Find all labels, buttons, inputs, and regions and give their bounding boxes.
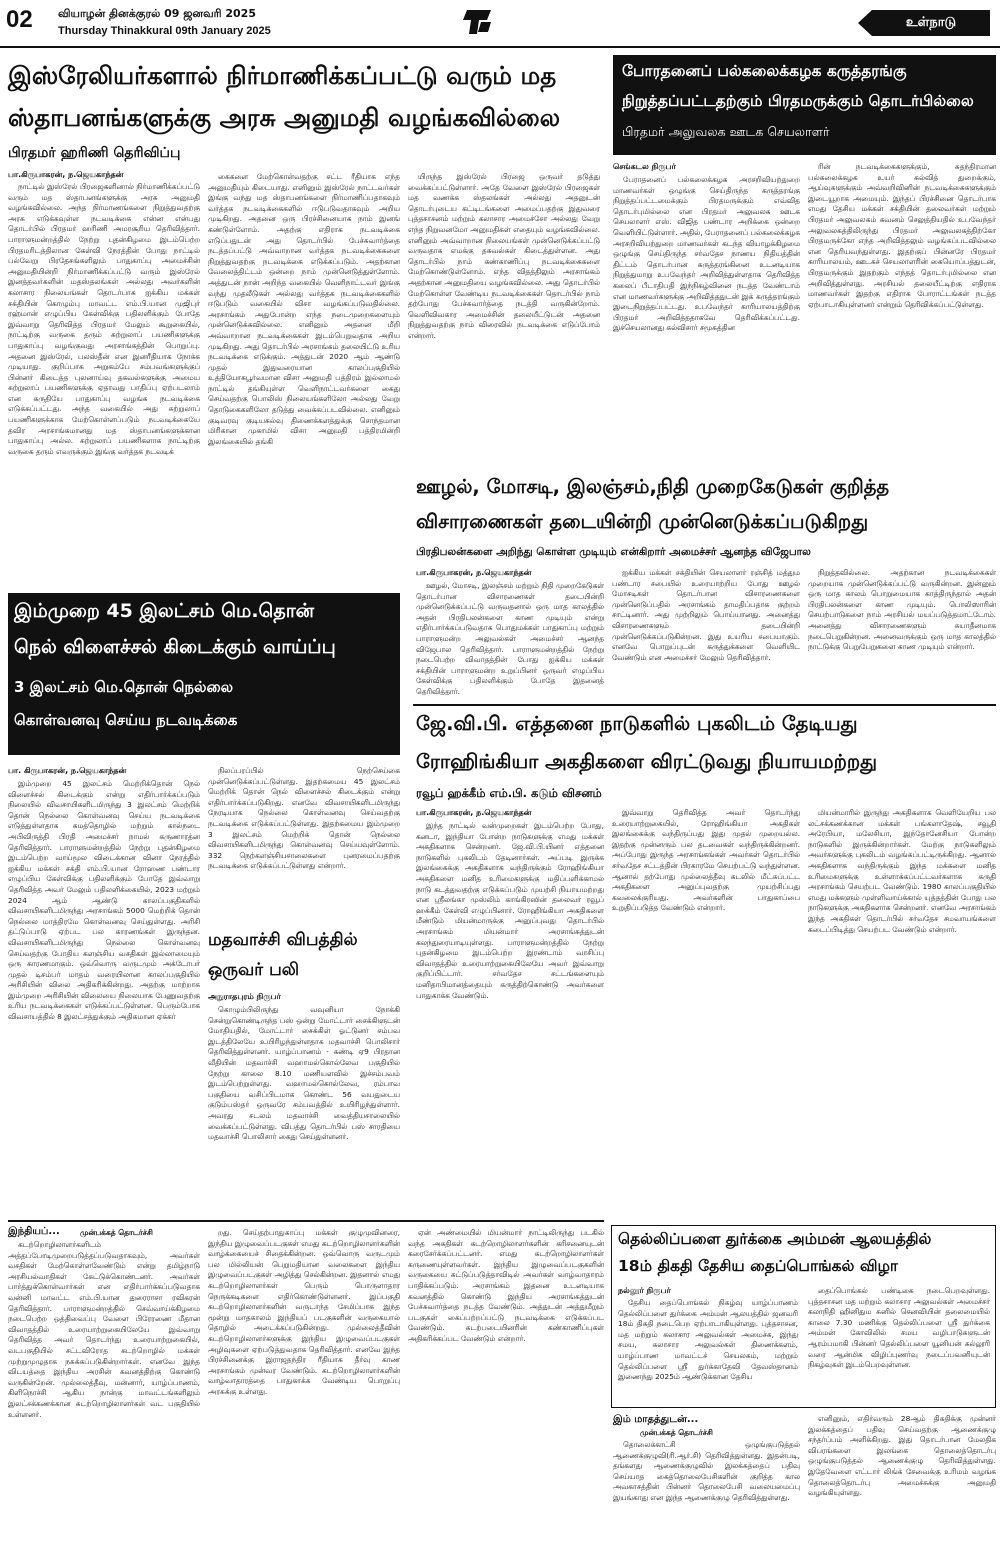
story6-body-3: மியன்மாரில் இருந்து அகதிகளாக வெளியேறிய பல லட்சக்கணக்கான மக்கள் பங்களாதேஷ், சவூதி அரேபியா, மலேசியா, இந்தோனேசியா போன்ற நாடுகளில் இருக்கின்றார்கள். மேற்கு நாடுகளிலும் அவர்களுக்கு புகலிடம் வழங்கப்பட்டிருக்கிறது. ஆனால் அகதிகளாக வந்திருக்கும் இந்த மக்களை மனித உரிமைகளுக்கு உள்ளாக்கப்பட்டவர்களாக கருதி அரசாங்கம் செயற்பட வேண்டும். 1980 காலப்பகுதியில் எமது மக்களும் முள்ளிவாய்க்கால் யுத்தத்தின் போது பல நாடுகளுக்கு அகதிகளாக சென்றனர். எனவே அரசாங்கம் இந்த அகதிகள் தொடர்பில் சர்வதேச சமவாயங்களை கடைப்பிடித்து செயற்பட வேண்டும் என்றார். bbox=[808, 808, 996, 934]
story6-body-2: இவ்வாறு தெரிவித்த அவர் தொடர்ந்து உரையாற்றுகையில், ரோஹிங்கியா அகதிகள் இலங்கைக்கு வந்திருப்பது இது முதல் முறையல்ல. இதற்கு முன்னரும் பல தடவைகள் வந்திருக்கின்றனர். அப்போது இருந்த அரசாங்கங்கள் அவர்கள் தொடர்பில் சர்வதேச சட்டத்தின் பிரகாரமே செயற்பட்டு வந்துள்ளன. ஆனால் தற்போது முல்லைத்தீவு கடலில் மீட்கப்பட்ட அகதிகளை அனுப்புவதற்கு முயற்சிப்பது கவலைக்குரியது. அவர்களின் பாதுகாப்பை உறுதிப்படுத்த வேண்டும் என்றார். bbox=[612, 808, 800, 913]
story1-headline-line2: ஸ்தாபனங்களுக்கு அரசு அனுமதி வழங்கவில்லை bbox=[8, 103, 561, 132]
story7-column-1 bbox=[618, 1298, 798, 1402]
story4-column-1 bbox=[8, 779, 200, 1213]
story1-body-3: யிருந்த இஸ்ரேல் பிரஜை ஒருவர் தடுத்து வைக்கப்பட்டுள்ளார். அதே வேளை இஸ்ரேல் பிரஜைகள் மத வணக்க ஸ்தலங்கள் அல்லது அதனுடன் தொடர்புடைய கட்டிடங்களை அமைப்பதற்கு இதுவரை புத்தசாசனம் மற்றும் கலாசார அமைச்சோ அல்லது வேறு எந்த நிறுவனமோ அனுமதிகள் எதையும் வழங்கவில்லை. எனினும் அவ்வாறான நிலையங்கள் முன்னெடுக்கப்பட்டு வருவதாக எமக்கு தகவல்கள் கிடைத்துள்ளன. அது தொடர்பில் நாம் கண்காணிப்பு நடவடிக்கைகளை மேற்கொண்டுள்ளோம். எந்த விதத்திலும் அரசாங்கம் அதற்கான அனுமதியை வழங்கவில்லை. அது தொடர்பில் மேற்கொள்ள வேண்டிய நடவடிக்கைகள் தொடர்பில் நாம் தற்போது பேச்சுவார்த்தை நடத்தி வருகின்றோம். வெளிவிவகார அமைச்சின் தலையீட்டுடன் அதனை நிறுத்துவதற்கு நாம் விரைவில் நடவடிக்கை எடுப்போம் என்றார். bbox=[408, 172, 600, 340]
story5-body-1: கொழும்பிலிருந்து வவுனியா நோக்கி சென்றுகொண்டிருந்த பஸ் ஒன்று மோட்டார் சைக்கிளுடன் மோதியதில், மோட்டார் சைக்கிள் ஓட்டுனர் சம்பவ இடத்திலேயே உயிரிழந்துள்ளதாக மதவாச்சி பொலிசார் தெரிவித்துள்ளனர். யாழ்ப்பாணம் - கண்டி ஏ9 பிரதான வீதியின் மதவாச்சி வஹாமல்கொல்லேவ பகுதியில் நேற்று காலை 8.10 மணியளவில் இச்சம்பவம் இடம்பெற்றுள்ளது. வஹாமல்கொல்லேவ, ரம்பாவ பகுதியை வசிப்பிடமாக கொண்ட 56 வயதுடைய குடும்பஸ்தர் ஒருவரே சம்பவத்தில் உயிரிழந்துள்ளார். அவரது சடலம் மதவாச்சி வைத்தியசாலையில் வைக்கப்பட்டுள்ளது. விபத்து தொடர்பில் பஸ் சாரதியை மதவாச்சி பொலிசார் கைது செய்துள்ளனர். bbox=[208, 1005, 400, 1142]
story5-column-1 bbox=[208, 1005, 400, 1213]
story2-column-2 bbox=[808, 162, 996, 457]
story4-headline-line1: இம்முறை 45 இலட்சம் மெ.தொன் bbox=[14, 600, 315, 622]
story1-column-3 bbox=[408, 172, 600, 466]
story4-body-2: நிலப்பரப்பில் நெற்செய்கை முன்னெடுக்கப்பட்டுள்ளது. இதற்கமைய 45 இலட்சம் மெற்றிக் தொன் நெல் விளைச்சல் கிடைக்கும் என்று எதிர்பார்க்கப்படுகிறது. எனவே விவசாயிகளிடமிருந்து நேரடியாக நெல்லை கொள்வனவு செய்வதற்கு நடவடிக்கை எடுக்கப்பட்டுள்ளது. இதற்கமைய இம்முறை 3 இலட்சம் மெற்றிக் தொன் நெல்லை விவசாயிகளிடமிருந்து கொள்வனவு செய்யவுள்ளோம். 332 நெற்களஞ்சியசாலைகளை புனரமைப்பதற்கு நடவடிக்கை எடுக்கப்பட்டுள்ளது என்றார். bbox=[208, 766, 400, 871]
story3-column-1 bbox=[416, 581, 604, 695]
story8-body-3: ஏன் அண்மையில் மியன்மார் நாட்டிலிருந்து படகில் வந்த அகதிகள் கடற்றொழிலாளர்களின் கரிசனையுடன் கரைசேர்க்கப்பட்டனர். எமது கடற்றொழிலாளர்கள் கருணையுள்ளவர்கள். இந்திய இழுவைப்படகுகளின் வருகையை கட்டுப்படுத்தாவிடில் அவர்கள் வாழ்வாதாரம் பாதிக்கப்படும். அரசாங்கம் இதனை உடனடியாக கவனத்தில் கொண்டு இந்திய அரசாங்கத்துடன் பேச்சுவார்த்தை நடத்த வேண்டும். அத்துடன் அத்துமீறும் படகுகள் கைப்பற்றப்பட்டு நடவடிக்கை எடுக்கப்பட வேண்டும். கடற்படையினரின் கண்காணிப்புகள் அதிகரிக்கப்பட வேண்டும் என்றார். bbox=[408, 1228, 604, 1343]
story6-subhead: ரவூப் ஹக்கீம் எம்.பி. கடும் விசனம் bbox=[416, 786, 602, 800]
story3-subhead: பிரதிபலன்களை அறிந்து கொள்ள முடியும் என்கிறார் அமைச்சர் ஆனந்த விஜேபால bbox=[416, 546, 811, 558]
story1-headline-line1: இஸ்ரேலியர்களால் நிர்மாணிக்கப்பட்டு வரும் மத bbox=[8, 61, 557, 90]
story7-headline-line1: தெல்லிப்பளை துர்க்கை அம்மன் ஆலயத்தில் bbox=[618, 1230, 932, 1248]
story4-body-1: இம்முறை 45 இலட்சம் மெற்றிக்தொன் நெல் விளைச்சல் கிடைக்கும் என்று எதிர்பார்க்கப்படும் நிலையில் விவசாயிகளிடமிருந்து 3 இலட்சம் மெற்றிக் தொன் நெல்லை கொள்வனவு செய்ய நடவடிக்கை எடுத்துள்ளதாக கமத்தொழில் மற்றும் கால்நடை அபிவிருத்தி பிரதி அமைச்சர் நாமல் கருணாரத்ன தெரிவித்தார். பாராளுமன்றத்தில் நேற்று புதன்கிழமை இடம்பெற்ற வாய்மூல விடைக்கான வினா நேரத்தில் ஐக்கிய மக்கள் சக்தி எம்.பி.யான ரோஹண பண்டார எழுப்பிய கேள்விக்கு பதிலளிக்கும் போதே இவ்வாறு தெரிவித்த அவர் மேலும் பதிலளிக்கையில், 2023 மற்றும் 2024 ஆம் ஆண்டு காலப்பகுதிகளில் விவசாயிகளிடமிருந்து அரசாங்கம் 5000 மெற்றிக் தொன் நெல்லை மாத்திரமே கொள்வனவு செய்துள்ளது. அரிசி தட்டுப்பாடு ஏற்பட பல காரணங்கள் இருந்தன. விவசாயிகளிடமிருந்து நெல்லை கொள்வனவு செய்வதற்கு போதிய களஞ்சிய வசதிகள் இல்லாமையும் ஒரு காரணமாகும். ஒவ்வொரு வருடமும் அக்டோபர் முதல் டிசம்பர் மாதம் வரையிலான காலப்பகுதியில் அரிசியின் விலை அதிகரிக்கின்றது. அதற்கு மாற்றாக இம்முறை அரிசியின் விலையை நிலையாக பேணுவதற்கு உரிய நடவடிக்கைகள் எடுக்கப்பட்டுள்ளன. பெரும்போக விவசாயத்தில் 8 இலட்சத்துக்கும் அதிகமான ஏக்கர் bbox=[8, 779, 200, 1022]
story6-column-1 bbox=[416, 821, 604, 1216]
story1-column-1 bbox=[8, 182, 200, 586]
story5-byline: அநுராதபுரம் நிருபர் bbox=[208, 992, 281, 1001]
story9-column-1 bbox=[613, 1440, 800, 1536]
story3-body-3: நிறுத்தவில்லை. அதற்கான நடவடிக்கைகள் முறையாக முன்னெடுக்கப்பட்டு வருகின்றன. இன்னும் ஒரு மாத காலம் பொறுமையாக காத்திருந்தால் அதன் பிரதிபலன்களை காண முடியும். பொலிஸாரின் செயற்பாடுகளை நாம் அரசியல் மயப்படுத்தமாட்டோம். அனைத்து விசாரணைகளும் சுயாதீனமாக நடைபெறுகின்றன. அனைவருக்கும் ஒரு மாத காலத்தில் நாட்டுக்கு பெறுபேறுகளை காண முடியும் என்றார். bbox=[808, 568, 996, 652]
story3-headline-line1: ஊழல், மோசடி, இலஞ்சம்,நிதி முறைகேடுகள் குறித்த bbox=[416, 475, 890, 498]
story5-headline-line2: ஒருவர் பலி bbox=[208, 960, 300, 980]
story4-column-2 bbox=[208, 766, 400, 916]
masthead-date-english: Thursday Thinakkural 09th January 2025 bbox=[58, 25, 271, 37]
story8-column-3 bbox=[408, 1228, 604, 1536]
story8-body-1: கடற்றொழிலாளர்களிடம் அத்தப்போடிமுறைபடுத்தப்படுவதாகவும், அவர்கள் வசதிகள் மேற்கொள்ளவேண்டும் என்று தமிழ்நாடு அரசியல்வாதிகள் கேட்டுக்கொண்டனர். அவர்கள் பார்த்துக்கொள்வார்கள் என எதிர்பார்க்கப்படுவதாக வன்னி மாவட்ட எம்.பி.யான துரைராசா ரவிகரன் தெரிவித்தார். பாராளுமன்றத்தில் செவ்வாய்க்கிழமை நடைபெற்ற ஒத்திவைப்பு வேளை பிரேரணை மீதான விவாதத்தில் உரையாற்றுகையிலேயே இவ்வாறு தெரிவித்த அவர் தொடர்ந்து உரையாற்றுகையில், வடபகுதியில் சட்டவிரோத கடற்றொழில் மக்கள் முற்றுமுழுதாக நசுக்கப்படுகின்றார்கள். எனவே இந்த விடயத்தை இந்திய அரசின் கவனத்திற்கு கொண்டு வருகின்றேன். முல்லைத்தீவு, மன்னார், யாழ்ப்பாணம், கிளிநொச்சி ஆகிய நான்கு மாவட்டங்களிலும் இலட்சக்கணக்கான கடற்றொழிலாளர்கள் வட பகுதியில் உள்ளனர். bbox=[8, 1240, 200, 1419]
masthead-date-tamil: வியாழன் தினக்குரல் 09 ஜனவரி 2025 bbox=[58, 7, 256, 20]
story5-headline-line1: மதவாச்சி விபத்தில் bbox=[208, 930, 358, 950]
section-tag: உள்நாடு bbox=[872, 10, 990, 36]
story1-byline: பா.கிருபாகரன், ந.ஜெயகாந்தன் bbox=[8, 170, 124, 179]
story7-body-2: தைப்பொங்கல் பண்டிகை நடைபெறவுள்ளது. புத்தசாசன மத மற்றும் கலாசார அலுவல்கள் அமைச்சர் கலாநிதி ஹினிதும சுனில் செனவியின் தலைமையில் காலை 7.30 மணிக்கு தெல்லிப்பளை ஸ்ரீ துர்க்கை அம்மன் கோவிலில் சமய வழிபாடுகளுடன் ஆரம்பமாகி பின்னர் தெல்லிப்பளை யூனியன் கல்லூரி வரை ஆன்மிக விழிப்புணர்வு நடைப்பவனியுடன் நிகழ்வுகள் இடம்பெறவுள்ளன. bbox=[808, 1286, 990, 1370]
thinakkural-logo-icon bbox=[461, 6, 497, 38]
story9-continuation-title: இம் மாதத்துடன்... bbox=[613, 1414, 699, 1425]
story3-byline: பா.கிருபாகரன், ந.ஜெயகாந்தன் bbox=[416, 568, 532, 577]
story6-column-2 bbox=[612, 808, 800, 1216]
story2-subhead: பிரதமர் அலுவலக ஊடக செயலாளர் bbox=[622, 124, 830, 139]
story8-body-2: றது. செய்தற்பாதுகாப்பு மக்கள் குழுமுவினரை, இந்திய இழுவைப்படகுகள் எமது கடற்றொழிலாளர்களின் வாழ்க்கையைச் சிதைக்கின்றன. ஒவ்வொரு வருடமும் பல மில்லியன் பெறுமதியான வலைகளை இந்திய இழுவைப்படகுகள் அழித்து செல்கின்றன. இதனால் எமது கடற்றொழிலாளர்கள் பெரும் பொருளாதார நெருக்கடிகளை எதிர்கொண்டுள்ளனர். இப்பகுதி கடற்றொழிலாளர்களின் வருடாந்த சேமிப்பாக இந்த மூன்று மாதகாலம் இந்தியப் படகுகளின் வருகையால் தொழில் அடைக்கப்படுகின்றது. முல்லைத்தீவின் கடற்றொழிலாளர்களுக்கு இந்திய இழுவைப்படகுகள் அழிவுகளை ஏற்படுத்துவதாக தெரிவித்தார். எனவே இந்த பிரச்சினைக்கு இராஜதந்திர ரீதியாக தீர்வு காண அரசாங்கம் முன்வர வேண்டும். கடற்றொழிலாளர்களின் வாழ்வாதாரத்தை பாதுகாக்க வேண்டிய பொறுப்பு அரசுக்கு உள்ளது. bbox=[208, 1228, 400, 1396]
story1-subhead: பிரதமர் ஹரிணி தெரிவிப்பு bbox=[8, 145, 181, 161]
story1-column-2 bbox=[208, 172, 400, 466]
story7-byline: நல்லூர் நிருபர் bbox=[618, 1286, 671, 1295]
story2-column-1 bbox=[613, 175, 800, 457]
story9-body-1: தொலைக்காட்சி ஒழுங்குபடுத்தல் ஆணைக்குழுவி(ரி.ஆர்.சி) தெரிவித்துள்ளது. இதன்படி, தங்களது ஆணைக்குழுவில் இலக்கத்தைப் பதிவு செய்யாத கைத்தொலைபேசிகளின் குறித்த கால அவகாசத்தின் பின்னர் தொலைபேசி வலையமைப்பு இயங்காது என இந்த ஆணைக்குழு தெரிவித்துள்ளது. bbox=[613, 1440, 800, 1502]
story9-body-2: எனினும், எதிர்வரும் 28ஆம் திகதிக்கு முன்னர் இலக்கத்தைப் பதிவு செய்வதற்கு ஆணைக்குழு சந்தர்ப்பம் அளிக்கிறது. இது தொடர்பான மேலதிக விபரங்களை இலங்கை தொலைத்தொடர்பு ஒழுங்குபடுத்தல் ஆணைக்குழு தெரிவித்துள்ளது. இதேவேளை எட்டார் லிங்க் சேவைக்கு உரிமம் வழங்க தொலைத்தொடர்பு அமைச்சுக்கு அனுமதி வழங்கியுள்ளது. bbox=[808, 1414, 996, 1498]
story8-column-1 bbox=[8, 1240, 200, 1536]
story3-body-1: ஊழல், மோசடி, இலஞ்சம் மற்றும் நிதி முறைகேடுகள் தொடர்பான விசாரணைகள் தடையின்றி முன்னெடுக்கப்பட்டு வருவதனால் ஒரு மாத காலத்தில் அதன் பிரதிபலன்களை காண முடியும் என்று எதிர்பார்க்கப்படுவதாக பொதுமக்கள் பாதுகாப்பு மற்றும் பாராளுமன்ற அலுவல்கள் அமைச்சர் ஆனந்த விஜேபால தெரிவித்தார். பாராளுமன்றத்தில் நேற்று நடைபெற்ற விவாதத்தின் போது ஐக்கிய மக்கள் சக்தியின் பாராளுமன்ற உறுப்பினர் ஒருவர் எழுப்பிய கேள்விக்கு பதிலளிக்கும் போதே இதனைத் தெரிவித்தார். bbox=[416, 581, 604, 695]
story8-continuation-note: முன்பக்கத் தொடர்ச்சி bbox=[80, 1228, 153, 1237]
story7-body-1: தேசிய தைப்பொங்கல் நிகழ்வு யாழ்ப்பாணம் தெல்லிப்பளை துர்க்கை அம்மன் ஆலயத்தில் ஜனவரி 18ம் திகதி நடைபெற ஏற்பாடாகியுள்ளது. புத்தசாசன, மத மற்றும் கலாசார அலுவல்கள் அமைச்சு, இந்து சமய, கலாசார அலுவல்கள் திணைக்களம், யாழ்ப்பாண மாவட்டச் செயலகம், மற்றும் தெல்லிப்பளை ஸ்ரீ துர்க்காதேவி தேவஸ்தானம் இணைந்து 2025ம் ஆண்டுக்கான தேசிய bbox=[618, 1298, 798, 1382]
story6-column-3 bbox=[808, 808, 996, 1216]
story7-headline-line2: 18ம் திகதி தேசிய தைப்பொங்கல் விழா bbox=[618, 1257, 899, 1275]
story6-body-1: இந்த நாட்டில் வன்முறைகள் இடம்பெற்ற போது, கனடா, இந்தியா போன்ற நாடுகளுக்கு எமது மக்கள் அகதிகளாக சென்றனர். ஜே.வி.பி.யினர் எத்தனை நாடுகளில் புகலிடம் தேடினார்கள். அப்படி இருக்க இலங்கைக்கு அகதிகளாக வந்திருக்கும் ரோஹிங்கியா அகதிகளை மனித உரிமைகளுக்கு மதிப்பளிக்காமல் நாடு கடத்துவதற்கு எடுக்கப்படும் முயற்சி நியாயமற்றது என ஸ்ரீலங்கா முஸ்லிம் காங்கிரஸின் தலைவர் ரவூப் ஹக்கீம் கேள்வி எழுப்பினார். ரோஹிங்கியா அகதிகளை மீண்டும் மியன்மாருக்கு அனுப்புவது தொடர்பில் அரசாங்கம் மியன்மார் அரசாங்கத்துடன் கலந்துரையாடியுள்ளது. பாராளுமன்றத்தில் நேற்று புதன்கிழமை இடம்பெற்ற இரண்டாம் வாசிப்பு விவாதத்தில் உரையாற்றுகையிலேயே அவர் இவ்வாறு குறிப்பிட்டார். சர்வதேச சட்டங்களையும் மனிதாபிமானத்தையும் கருத்திற்கொண்டு அவர்களை பாதுகாக்க வேண்டும். bbox=[416, 821, 604, 1000]
story9-continuation-note: முன்பக்கத் தொடர்ச்சி bbox=[640, 1428, 713, 1437]
story2-byline: செங்கடல நிருபர் bbox=[613, 162, 676, 171]
story8-column-2 bbox=[208, 1228, 400, 1536]
story1-body-1: நாட்டில் இஸ்ரேல் பிரஜைகளினால் நிர்மாணிக்கப்பட்டு வரும் மத ஸ்தாபனங்களுக்கு அரசு அனுமதி வழங்கவில்லை. அந்த நிர்மாணங்களை நிறுத்துவதற்கு அரசு எடுக்கவுள்ள நடவடிக்கை என்ன என்பது தொடர்பில் பிரதமர் ஹரிணி அமரசூரிய தெரிவித்தார். பாராளுமன்றத்தில் நேற்று புதன்கிழமை இடம்பெற்ற பிரதமரிடத்திலான கேள்வி நேரத்தின் போது நாட்டில் பல்வேறு பிரதேசங்களிலும் பாதுகாப்பு அமைச்சின் அனுமதியின்றி நிர்மாணிக்கப்பட்டு வரும் இஸ்ரேல் இனத்தவர்களின் மதஸ்தலங்கள் அல்லது அவர்களின் கலாசார நிலையங்கள் தொடர்பாக ஐக்கிய மக்கள் சக்தியின் கொழும்பு மாவட்ட எம்.பி.யான முஜிபுர் ரஹ்மான் எழுப்பிய கேள்விக்கு பதிலளிக்கும் போதே இவ்வாறு தெரிவித்த பிரதமர் மேலும் கூறுகையில், நாட்டிற்கு வருகை தரும் சுற்றுலாப் பயணிகளுக்கு பாதுகாப்பு வழங்குவது அரசாங்கத்தின் பொறுப்பு. அதனை இஸ்ரேல், பலஸ்தீன் என இனரீதியாக நோக்க முடியாது. குறிப்பாக அறுகம்பே சம்பவங்களுக்குப் பின்னர் கிடைத்த புலனாய்வு தகவல்களுக்கு அமைய சுற்றுலாப் பயணிகளுக்கு ஏதாவது பாதிப்பு ஏற்படலாம் என கருதியே பாதுகாப்பு வழங்க நடவடிக்கை எடுக்கப்பட்டது. அந்த வகையில் அது சுற்றுலாப் பயணிகளுக்காக மேற்கொள்ளப்படும் நடவடிக்கையே தவிர அரசாங்கமானது மத ஸ்தாபனங்களுக்கான பாதுகாப்பு அல்ல. சுற்றுலாப் பயணிகளாக நாட்டிற்கு வருகை தரும் எவருக்கும் இங்கு வர்த்தக நடவடிக் bbox=[8, 182, 200, 456]
story1-body-2: கைகளை மேற்கொள்வதற்கு சட்ட ரீதியாக எந்த அனுமதியும் கிடையாது. எனினும் இஸ்ரேல் நாட்டவர்கள் இங்கு வந்து மத ஸ்தாபனங்களை நிர்மாணிப்பதாகவும் வர்த்தக நடவடிக்கைகளில் ஈடுபடுவதாகவும் அறிய முடிகிறது. அதனை ஒரு பிரச்சினையாக நாம் இனங் கண்டுள்ளோம். அதற்கு எதிராக நடவடிக்கை எடுப்பதுடன் அது தொடர்பில் பேச்சுவார்த்தை நடத்தப்பட்டு அவ்வாறான வர்த்தக நடவடிக்கைகளை நிறுத்துவதற்கு நடவடிக்கை எடுக்கப்படும். அதற்கான வேலைத்திட்டம் ஒன்றை நாம் முன்னெடுத்துள்ளோம். அத்துடன் நான் அறிந்த வகையில் வெளிநாட்டவர் இங்கு வந்து முதலீடுகள் அல்லது வர்த்தக நடவடிக்கைகளில் ஈடுபடும் வகையில் விசா வழங்கப்படுவதில்லை. அரசாங்கம் அதுபோன்ற எந்த நடைமுறைகளையும் முன்னெடுக்கவில்லை. எனினும் அதனை மீறி அவ்வாறான நடவடிக்கைகள் இடம்பெறுவதாக அறிய முடிகிறது. அது தொடர்பில் அரசாங்கம் தலையிட்டு உரிய நடவடிக்கை எடுக்கும். அத்துடன் 2020 ஆம் ஆண்டு முதல் இதுவரையான காலப்பகுதியில் உத்தியோகபூர்வமான விசா அனுமதி பத்திரம் இல்லாமல் நாட்டில் தங்கியுள்ள வெளிநாட்டவர்களை கைது செய்வதற்கு பொலிஸ் நிலையங்களிலோ அல்லது வேறு தொடுகைகளிலோ தடுத்து வைக்கப்படவில்லை. எனினும் குடிவரவு குடியகல்வு திணைக்களத்துக்கு சொந்தமான மிரிகான முகாமில் விசா அனுமதி பத்திரமின்றி இலங்கையில் தங்கி bbox=[208, 172, 400, 446]
story9-column-2 bbox=[808, 1414, 996, 1536]
story2-headline-line2: நிறுத்தப்பட்டதற்கும் பிரதமருக்கும் தொடர்பில்லை bbox=[622, 92, 974, 110]
story8-continuation-title: இந்தியப்... bbox=[8, 1226, 60, 1237]
story4-headline-line2: நெல் விளைச்சல் கிடைக்கும் வாய்ப்பு bbox=[14, 636, 336, 658]
story7-column-2 bbox=[808, 1286, 990, 1402]
story2-body-1: பேராதனைப் பல்கலைக்கழக அரசறிவியற்துறை மாணவர்கள் ஒழுங்கு செய்திருந்த கருத்தரங்கு நிறுத்தப்பட்டமைக்கும் பிரதமருக்கும் எவ்வித தொடர்புமில்லை என பிரதமர் அலுவலக ஊடக செயலாளர் எஸ். விஜித பண்டார அறிக்கை ஒன்றை வெளியிட்டுள்ளார். அதில், பேராதனைப் பல்கலைக்கழக அரசறிவியற்துறை மாணவர்கள் கடந்த வியாழக்கிழமை ஒழுங்கு செய்திருந்த சர்வதேச நாணய நிதியத்தின் திட்டம் தொடர்பான கருத்தரங்கினை உடனடியாக நிறுத்துமாறு உபவேந்தர் அறிவித்துள்ளதாக தெரிவித்த கலைப் பீடாதிபதி இந்நிகழ்வினை நடத்த வேண்டாம் என மாணவர்களுக்கு அறிவித்ததுடன் இக் கருத்தரங்கும் இடைநிறுத்தப்பட்டது. உபவேந்தர் காரியாலயத்திற்கு பிரதமர் அறிவித்ததாகவே தெரிவிக்கப்பட்டது. இச்செயலானது கல்விசார் சமூகத்தின bbox=[613, 175, 800, 333]
story2-headline-line1: போரதனைப் பல்கலைக்கழக கருத்தரங்கு bbox=[622, 62, 907, 80]
story2-body-2: ரின் நடவடிக்கைகளுக்கும், சுதந்திரமான பல்கலைக்கழக உயர் கல்வித் துறைக்கும், ஆய்வுகளுக்கும் அவ்வறிவினின் நடவடிக்கைகளுக்கும் இடையூறாக அமையும். இந்தப் பிரச்சினை தொடர்பாக எமது தேசிய மக்கள் சக்தியின் தலைவர்கள் மற்றும் பிரதமர் அலுவலகம் கவனம் செலுத்தியதில் உபவேந்தர் அலுவலகத்திலிருந்து பிரதமர் அலுவலகத்திற்கோ பிரதமருக்கோ எந்த அறிவித்தலும் வழங்கப்படவில்லை என தெரியவந்துள்ளது. இதற்குப் பின்னரே பிரதமர் காரியாலயம், ஊடகச் செயலாளரின் கையொப்பத்துடன், பிரதமருக்கும் இதற்கும் எந்தத் தொடர்புமில்லை என அறிவித்துள்ளது. அரசியல் தலையீட்டிற்கு எதிராக மாணவர்கள் இதற்கு எதிராக போராட்டங்கள் நடத்த ஏற்பாடாகியுள்ளனர் என்றும் தெரிவிக்கப்பட்டுள்ளது. bbox=[808, 162, 996, 309]
story3-column-3 bbox=[808, 568, 996, 695]
story4-subhead-line1: 3 இலட்சம் மெ.தொன் நெல்லை bbox=[14, 678, 234, 696]
page-number: 02 bbox=[6, 6, 33, 33]
story6-byline: பா.கிருபாகரன், ந.ஜெயகாந்தன் bbox=[416, 808, 532, 817]
divider bbox=[8, 1220, 604, 1222]
story3-body-2: ஐக்கிய மக்கள் சக்தியின் செயலாளர் ரஞ்சித் மத்தும பண்டார சபையில் உரையாற்றிய போது ஊழல் மோசடிகள் தொடர்பான விசாரணைகளை முன்னெடுப்பதில் அரசாங்கம் தாமதிப்பதாக குற்றம் சாட்டினார். அது முற்றிலும் பொய்யானது. அனைத்து விசாரணைகளும் தடையின்றி முன்னெடுக்கப்படுகின்றன. இது உயரிய சபையாகும். எனவே பொறுப்புடன் கருத்துக்களை வெளியிட வேண்டும் என அமைச்சர் மேலும் தெரிவித்தார். bbox=[612, 568, 800, 662]
story6-headline-line1: ஜே.வி.பி. எத்தனை நாடுகளில் புகலிடம் தேடியது bbox=[416, 712, 858, 735]
story3-column-2 bbox=[612, 568, 800, 695]
story4-byline: பா. கிருபாகரன், ந.ஜெயகாந்தன் bbox=[8, 766, 127, 775]
story6-headline-line2: ரோஹிங்கியா அகதிகளை விரட்டுவது நியாயமற்றது bbox=[416, 750, 878, 773]
divider bbox=[413, 704, 996, 706]
story3-headline-line2: விசாரணைகள் தடையின்றி முன்னெடுக்கப்படுகிறது bbox=[416, 510, 869, 533]
story4-subhead-line2: கொள்வனவு செய்ய நடவடிக்கை bbox=[14, 711, 238, 729]
